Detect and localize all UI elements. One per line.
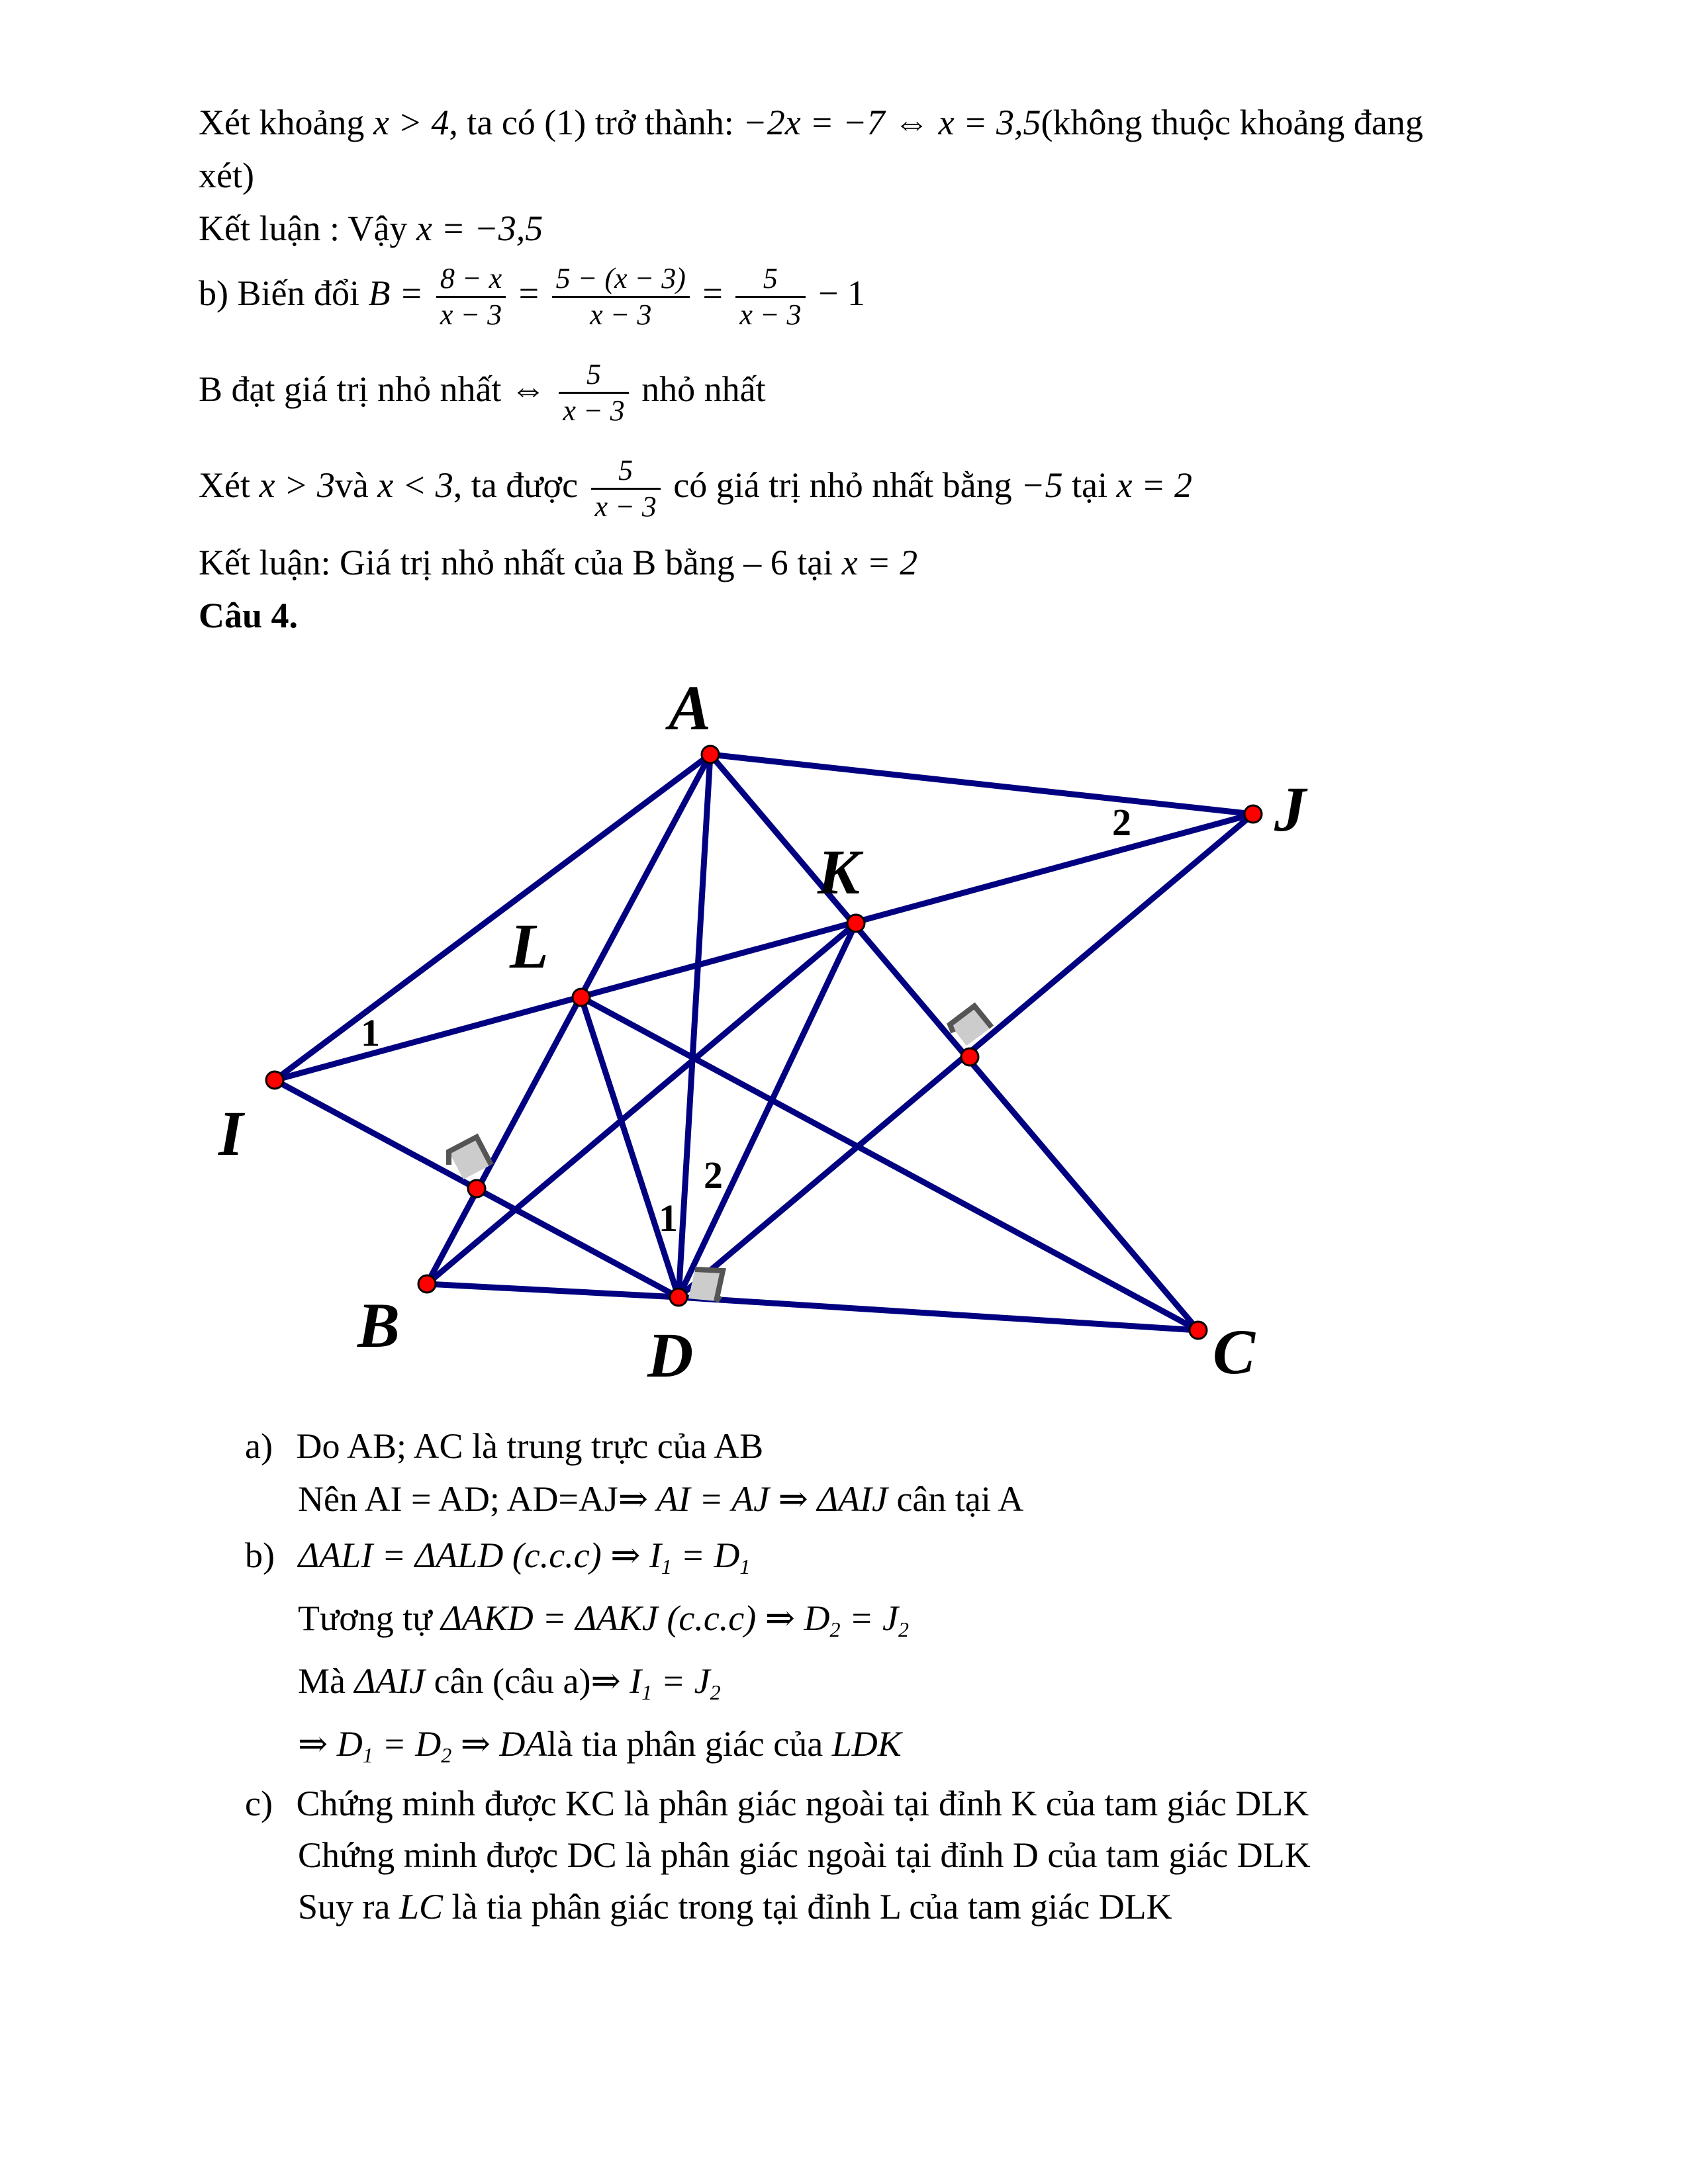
angle-label-D2: 2 — [704, 1154, 723, 1197]
text: Kết luận : Vậy — [199, 208, 408, 248]
text-line-b2 — [298, 1595, 909, 1653]
text-line-c2: Chứng minh được DC là phân giác ngoài tại đỉnh D của tam giác DLK — [298, 1835, 1311, 1875]
section-heading-cau4: Câu 4. — [199, 596, 299, 635]
right-angle-mark-2-edge — [950, 1006, 992, 1032]
math-expr: ΔAKD = ΔAKJ (c.c.c) ⇒ $D_2 = J_2$ — [441, 1598, 909, 1641]
right-angle-mark-2 — [950, 1006, 992, 1046]
right-angle-marks — [449, 1006, 992, 1301]
math-expr: x > 3 — [259, 465, 335, 505]
text-line-b3 — [298, 1658, 721, 1715]
text: Tương tự — [298, 1598, 432, 1638]
fraction: $\frac{8 - x}{x - 3}$ — [436, 261, 506, 332]
segment-KB — [427, 923, 856, 1284]
segment-BD — [427, 1284, 679, 1297]
math-expr: ΔAIJ — [354, 1661, 426, 1701]
text: , ta có (1) trở thành: — [449, 103, 734, 142]
text: , ta được — [453, 465, 579, 505]
segment-AI — [275, 754, 710, 1080]
text: Xét khoảng — [199, 103, 365, 142]
right-angle-mark-3-edge — [695, 1269, 723, 1301]
math-expr: LC — [399, 1887, 444, 1927]
math-expr: = — [702, 273, 723, 313]
text-line-c1 — [245, 1780, 1309, 1827]
list-label: b) — [245, 1535, 275, 1575]
text: có giá trị nhỏ nhất bằng — [673, 465, 1012, 505]
angle-label-J2: 2 — [1112, 801, 1131, 844]
fraction: $\frac{5}{x - 3}$ — [735, 261, 805, 332]
math-expr: x = 2 — [1116, 465, 1193, 505]
text: là tia phân giác trong tại đỉnh L của tam giác DLK — [451, 1887, 1172, 1927]
right-angle-mark-1 — [449, 1137, 491, 1179]
text: cân tại A — [896, 1479, 1024, 1519]
label-I: I — [218, 1098, 244, 1169]
fraction: $\frac{5}{x - 3}$ — [591, 453, 661, 524]
list-label: c) — [245, 1784, 273, 1823]
text-line-b-transform — [199, 261, 865, 332]
text-line-a2 — [298, 1476, 1023, 1522]
fraction: $\frac{5 - (x - 3)}{x - 3}$ — [552, 261, 690, 332]
label-J: J — [1274, 774, 1306, 844]
text-line-b-consider — [199, 453, 1192, 524]
right-angle-mark-3 — [688, 1269, 723, 1301]
math-expr: x < 3 — [377, 465, 453, 505]
point-L — [573, 989, 590, 1006]
segment-KD — [679, 923, 856, 1297]
text: Chứng minh được KC là phân giác ngoài tại đỉnh K của tam giác DLK — [296, 1784, 1309, 1823]
math-expr: ⇒ $I_1 = J_2$ — [590, 1661, 721, 1704]
text-line-b4 — [298, 1721, 902, 1778]
math-expr: −2x = −7 ⇔ x = 3,5 — [743, 103, 1041, 142]
text: Suy ra — [298, 1887, 391, 1927]
segment-LD — [581, 997, 679, 1297]
math-expr: x = 2 — [841, 543, 918, 582]
math-expr: x = −3,5 — [416, 208, 543, 248]
angle-label-I1: 1 — [361, 1011, 380, 1054]
math-expr: x > 4 — [373, 103, 449, 142]
text: B đạt giá trị nhỏ nhất ⇔ — [199, 369, 546, 409]
math-expr: ⇒ $D_1 = D_2$ ⇒ DA — [298, 1724, 547, 1767]
angle-label-D1: 1 — [659, 1197, 678, 1240]
segment-AJ — [710, 754, 1253, 814]
segment-IJ — [275, 814, 1253, 1080]
label-B: B — [357, 1290, 400, 1361]
math-expr: B = — [368, 273, 424, 313]
text: Do AB; AC là trung trực của AB — [296, 1426, 764, 1466]
text-line-b-min — [199, 357, 766, 428]
point-labels — [218, 672, 1308, 1390]
label-A: A — [669, 672, 712, 743]
segment-AC — [710, 754, 1198, 1330]
segment-LC — [581, 997, 1198, 1330]
point-B — [418, 1275, 436, 1293]
text: Mà — [298, 1661, 346, 1701]
text: cân (câu a) — [434, 1661, 591, 1701]
text: nhỏ nhất — [641, 369, 766, 409]
math-expr: LDK — [831, 1724, 902, 1764]
math-expr: ΔALI = ΔALD (c.c.c) ⇒ $I_1 = D_1$ — [298, 1535, 751, 1578]
text: Kết luận: Giá trị nhỏ nhất của B bằng – 6 tại — [199, 543, 833, 582]
math-expr: ⇒ AI = AJ ⇒ ΔAIJ — [618, 1479, 888, 1519]
label-L: L — [510, 911, 549, 981]
text-line-b-conclusion — [199, 539, 917, 586]
right-angle-mark-1-edge — [449, 1137, 491, 1165]
segment-AD — [679, 754, 710, 1297]
point-M2 — [961, 1048, 978, 1066]
text: là tia phân giác của — [547, 1724, 823, 1764]
text: Nên AI = AD; AD=AJ — [298, 1479, 618, 1519]
label-C: C — [1213, 1316, 1256, 1387]
figure-points — [266, 746, 1262, 1339]
angle-labels — [361, 801, 1131, 1240]
text-line-b1 — [245, 1532, 750, 1590]
label-D: D — [647, 1320, 694, 1390]
text: (không thuộc khoảng đang — [1041, 103, 1423, 142]
label-K: K — [818, 837, 861, 907]
point-K — [847, 915, 865, 932]
segment-DC — [679, 1297, 1198, 1330]
text-line-a1 — [245, 1423, 763, 1469]
point-I — [266, 1071, 283, 1089]
point-C — [1190, 1322, 1207, 1339]
math-expr: −5 — [1021, 465, 1063, 505]
text: b) Biến đổi — [199, 273, 359, 313]
point-D — [670, 1289, 687, 1306]
math-expr: = — [518, 273, 539, 313]
segment-ID — [275, 1080, 679, 1297]
math-expr: − 1 — [818, 273, 866, 313]
figure-lines — [275, 754, 1253, 1330]
text-line-c3 — [298, 1884, 1172, 1930]
text-line-1 — [199, 99, 1423, 146]
text: tại — [1072, 465, 1108, 505]
segment-AB — [427, 754, 710, 1284]
text: và — [334, 465, 369, 505]
point-M1 — [468, 1180, 485, 1197]
text: Xét — [199, 465, 250, 505]
text-line-2: xét) — [199, 156, 254, 195]
list-label: a) — [245, 1426, 273, 1466]
segment-JD — [679, 814, 1253, 1297]
point-A — [702, 746, 719, 763]
fraction: $\frac{5}{x - 3}$ — [559, 357, 628, 428]
text-line-3 — [199, 205, 543, 251]
point-J — [1244, 805, 1262, 823]
